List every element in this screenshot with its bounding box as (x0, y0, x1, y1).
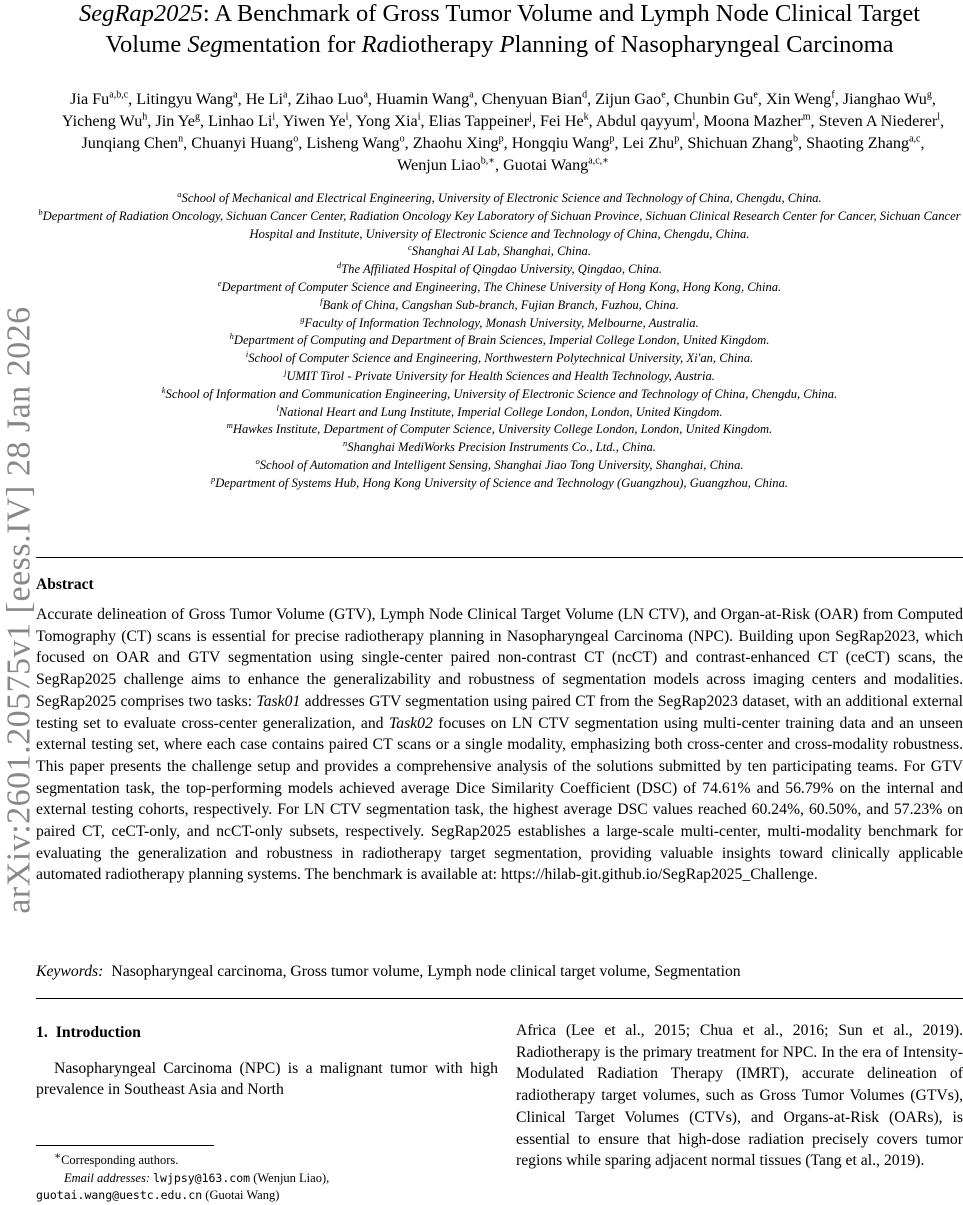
affiliation-mark: e (217, 277, 222, 288)
author (503, 156, 609, 174)
affiliation (36, 421, 963, 439)
email-link-liao[interactable]: lwjpsy@163.com (153, 1170, 251, 1185)
affiliation-text: School of Computer Science and Engineering, Northwestern Polytechnical University, Xi'an, China. (248, 351, 754, 366)
affiliation-text: Shanghai MediWorks Precision Instruments Co., Ltd., China. (347, 440, 656, 455)
author (623, 134, 680, 152)
keywords-label: Keywords: (36, 963, 104, 980)
affiliation-mark: m (226, 420, 233, 431)
author-name: Huamin Wang (375, 90, 470, 108)
author (595, 90, 666, 108)
author-affiliation-mark: k (583, 111, 589, 123)
section-number: 1. (36, 1024, 48, 1041)
author (482, 90, 587, 108)
title-acronym: SegRap2025 (79, 0, 203, 27)
affiliation (36, 261, 963, 279)
author-name: Yiwen Ye (282, 112, 346, 130)
email-owner: (Wenjun Liao), (253, 1170, 330, 1185)
author (283, 112, 349, 130)
author (376, 90, 474, 108)
author-affiliation-mark: a (469, 89, 474, 101)
author (843, 90, 932, 108)
affiliation-text: Department of Computing and Department of Brain Sciences, Imperial College London, United Kingdom. (233, 333, 770, 348)
author-affiliation-mark: a (233, 89, 238, 101)
affiliation (36, 332, 963, 350)
author-affiliation-mark: g (926, 89, 932, 101)
author-name: Zijun Gao (595, 90, 662, 108)
affiliation (36, 386, 963, 404)
affiliation-mark: i (245, 348, 249, 359)
author-name: Jia Fu (70, 90, 110, 108)
author-affiliation-mark: m (802, 111, 811, 123)
arxiv-id: arXiv:2601.20575v1 [eess.IV] 28 Jan 2026 (1, 306, 39, 914)
author-name: Zhaohu Xing (412, 134, 499, 152)
email-label: Email addresses: (64, 1170, 150, 1185)
author-affiliation-mark: a,b,c (109, 89, 129, 101)
author (429, 112, 532, 130)
author-affiliation-mark: b (793, 133, 799, 145)
author (208, 112, 275, 130)
affiliation-text: School of Information and Communication Engineering, University of Electronic Science and Technology of China, Chengdu, China. (165, 386, 838, 401)
author (806, 134, 920, 152)
author-affiliation-mark: p (498, 133, 504, 145)
title-part: mentation for (222, 31, 362, 58)
affiliation-text: Department of Computer Science and Engineering, The Chinese University of Hong Kong, Hong Kong, China. (221, 279, 782, 294)
author-affiliation-mark: g (194, 111, 200, 123)
author-name: He Li (245, 90, 283, 108)
affiliation (36, 475, 963, 493)
author-affiliation-mark: e (753, 89, 758, 101)
author-list: Jia Fu$^{a,b,c}$, Litingyu Wang$^a$, He Li$^a$, Zihao Luo$^a$, Huamin Wang$^a$, Chenyuan Bian$^d$, Zijun Gao$^e$, Chunbin Gu$^e$, Xin Weng$^f$, Jianghao Wu$^g$, Yicheng Wu$^h$, Jin Ye$^g$, Linhao Li$^i$, Yiwen Ye$^i$, Yong Xia$^i$, Elias Tappeiner$^j$, Fei He$^k$, Abdul qayyum$^l$, Moona Mazher$^m$, Steven A Niederer$^l$, Junqiang Chen$^n$, Chuanyi Huang$^o$, Lisheng Wang$^o$, Zhaohu Xing$^p$, Hongqiu Wang$^p$, Lei Zhu$^p$, Shichuan Zhang$^b$, Shaoting Zhang$^{a,c}$, Wenjun Liao$^{b,∗}$, Guotai Wang$^{a,c,∗}$ (61, 89, 945, 174)
author-affiliation-mark: p (609, 133, 615, 145)
author (766, 90, 835, 108)
footnote-star: ∗ (54, 1151, 62, 1162)
author-affiliation-mark: a,c,∗ (588, 155, 609, 167)
author-name: Xin Weng (765, 90, 832, 108)
affiliation (36, 243, 963, 261)
abstract-top-rule (36, 557, 963, 558)
title-part: Volume (105, 31, 188, 58)
title-line1: : A Benchmark of Gross Tumor Volume and Lymph Node Clinical Target (202, 0, 920, 27)
affiliation (36, 297, 963, 315)
author-affiliation-mark: a,c (909, 133, 921, 145)
author (674, 90, 758, 108)
section-title: Introduction (55, 1024, 141, 1041)
author (306, 134, 404, 152)
author-name: Jin Ye (155, 112, 195, 130)
affiliation (36, 208, 963, 244)
affiliation-list (36, 190, 963, 493)
author-name: Wenjun Liao (397, 156, 481, 174)
author (687, 134, 798, 152)
author-name: Zihao Luo (295, 90, 364, 108)
affiliation (36, 315, 963, 333)
affiliation (36, 190, 963, 208)
author (296, 90, 368, 108)
affiliation-mark: c (407, 242, 412, 253)
affiliation-text: UMIT Tirol - Private University for Health Sciences and Health Technology, Austria. (286, 368, 715, 383)
email-owner: (Guotai Wang) (205, 1188, 280, 1203)
footnote-emails-2 (36, 1187, 506, 1205)
affiliation-mark: a (177, 188, 182, 199)
affiliation (36, 457, 963, 475)
affiliation-mark: b (38, 206, 43, 217)
author (81, 134, 183, 152)
title-part: Seg (187, 31, 223, 58)
affiliation-mark: n (343, 437, 348, 448)
author-affiliation-mark: e (661, 89, 666, 101)
affiliation-mark: g (300, 313, 305, 324)
author-name: Litingyu Wang (136, 90, 234, 108)
author (356, 112, 421, 130)
author-name: Elias Tappeiner (428, 112, 530, 130)
author-name: Chunbin Gu (673, 90, 754, 108)
author-name: Yicheng Wu (61, 112, 143, 130)
author-name: Linhao Li (208, 112, 273, 130)
author-name: Jianghao Wu (842, 90, 927, 108)
affiliation-mark: d (336, 260, 342, 270)
author-affiliation-mark: j (529, 111, 532, 123)
author-name: Abdul qayyum (595, 112, 693, 130)
title-part: P (499, 31, 515, 58)
author (397, 156, 495, 174)
author-affiliation-mark: a (283, 89, 288, 101)
affiliation-text: School of Mechanical and Electrical Engineering, University of Electronic Science and Technology of China, Chengdu, China. (181, 191, 822, 205)
author (512, 134, 615, 152)
author-affiliation-mark: b,∗ (480, 155, 495, 167)
abstract-task02: Task02 (388, 714, 433, 732)
intro-paragraph-left: Nasopharyngeal Carcinoma (NPC) is a malignant tumor with high prevalence in Southeast Asia and North (36, 1059, 498, 1099)
section-heading-introduction (36, 1022, 498, 1044)
author-affiliation-mark: o (293, 133, 299, 145)
author (70, 90, 128, 108)
author-affiliation-mark: l (937, 111, 941, 123)
abstract-heading: Abstract (36, 576, 94, 593)
affiliation-text: Bank of China, Cangshan Sub-branch, Fujian Branch, Fuzhou, China. (322, 297, 679, 312)
affiliation (36, 368, 963, 386)
author-affiliation-mark: p (674, 133, 680, 145)
author (819, 112, 940, 130)
author-name: Yong Xia (355, 112, 418, 130)
author-name: Moona Mazher (703, 112, 803, 130)
footnotes (36, 1148, 506, 1205)
author (596, 112, 695, 130)
author (136, 90, 237, 108)
title-part: diotherapy (388, 31, 500, 58)
affiliation (36, 404, 963, 422)
affiliation-mark: j (284, 366, 287, 377)
abstract-part: focuses on LN CTV segmentation using multi-center training data and an unseen external testing set, where each case contains paired CT scans or a single modality, emphasizing both cross-center and cross-modality robustness. This paper presents the challenge setup and provides a comprehensive analysis of the solutions submitted by ten participating teams. For GTV segmentation task, the top-performing models achieved average Dice Similarity Coefficient (DSC) of 74.61% and 56.79% on the internal and external testing cohorts, respectively. For LN CTV segmentation task, the highest average DSC values reached 60.24%, 60.50%, and 57.23% on paired CT, ceCT-only, and ncCT-only subsets, respectively. SegRap2025 establishes a large-scale multi-center, multi-modality benchmark for evaluating the generalization and robustness in radiotherapy target segmentation, providing valuable insights toward clinically applicable automated radiotherapy planning systems. The benchmark is available at: https://hilab-git.github.io/SegRap2025_Challenge. (36, 714, 963, 884)
footnote-text: Corresponding authors. (61, 1153, 179, 1168)
author-affiliation-mark: i (417, 111, 421, 123)
author-name: Shichuan Zhang (687, 134, 794, 152)
author-affiliation-mark: l (692, 111, 696, 123)
author-name: Lisheng Wang (306, 134, 400, 152)
author-affiliation-mark: f (831, 89, 835, 101)
affiliation-mark: p (210, 473, 216, 484)
title-part: Ra (361, 31, 389, 58)
abstract-text (36, 604, 963, 886)
author (62, 112, 147, 130)
left-column (36, 1020, 498, 1101)
affiliation-text: School of Automation and Intelligent Sensing, Shanghai Jiao Tong University, Shanghai, China. (259, 457, 744, 472)
abstract-part: addresses GTV segmentation using paired CT from the SegRap2023 dataset, with an additional external testing set to evaluate cross-center generalization, and (36, 692, 963, 732)
affiliation-text: National Heart and Lung Institute, Imperial College London, London, United Kingdom. (278, 404, 723, 419)
affiliation-text: Faculty of Information Technology, Monash University, Melbourne, Australia. (304, 315, 699, 330)
keywords (36, 963, 963, 981)
affiliation-mark: l (276, 402, 279, 413)
author-name: Chenyuan Bian (481, 90, 583, 108)
affiliation-mark: o (255, 455, 260, 466)
affiliation-mark: k (161, 384, 166, 395)
author-name: Steven A Niederer (818, 112, 938, 130)
author-name: Chuanyi Huang (191, 134, 294, 152)
affiliation-text: The Affiliated Hospital of Qingdao University, Qingdao, China. (341, 262, 663, 277)
affiliation (36, 350, 963, 368)
affiliation-text: Shanghai AI Lab, Shanghai, China. (411, 244, 592, 259)
affiliation-text: Hawkes Institute, Department of Computer Science, University College London, London, United Kingdom. (232, 422, 773, 437)
paper-title (36, 0, 963, 60)
author (246, 90, 288, 108)
author-name: Lei Zhu (622, 134, 675, 152)
author-name: Hongqiu Wang (511, 134, 610, 152)
author-affiliation-mark: i (345, 111, 349, 123)
author-affiliation-mark: n (178, 133, 184, 145)
abstract-part: Accurate delineation of Gross Tumor Volume (GTV), Lymph Node Clinical Target Volume (LN CTV), and Organ-at-Risk (OAR) from Computed Tomography (CT) scans is essential for precise radiotherapy planning in Nasopharyngeal Carcinoma (NPC). Building upon SegRap2023, which focused on OAR and GTV segmentation using single-center paired non-contrast CT (ncCT) and contrast-enhanced CT (ceCT) scans, the SegRap2025 challenge aims to enhance the generalizability and robustness of segmentation models across imaging centers and modalities. SegRap2025 comprises two tasks: (36, 606, 963, 710)
affiliation-mark: h (229, 331, 234, 342)
author (413, 134, 504, 152)
author-name: Fei He (540, 112, 584, 130)
abstract-task01: Task01 (256, 692, 301, 710)
affiliation-text: Department of Systems Hub, Hong Kong University of Science and Technology (Guangzhou), Guangzhou, China. (215, 475, 789, 490)
author-name: Guotai Wang (503, 156, 589, 174)
footnote-corresponding (36, 1148, 506, 1170)
author (540, 112, 589, 130)
author-affiliation-mark: o (399, 133, 405, 145)
author-name: Junqiang Chen (81, 134, 179, 152)
author (191, 134, 298, 152)
affiliation-text: Department of Radiation Oncology, Sichuan Cancer Center, Radiation Oncology Key Laboratory of Sichuan Province, Sichuan Clinical Research Center for Cancer, Sichuan Cancer Hospital and Institute, University of Electronic Science and Technology of China, Chengdu, China. (42, 208, 961, 241)
affiliation-mark: f (320, 295, 323, 306)
footnote-emails (36, 1170, 506, 1188)
affiliation (36, 439, 963, 457)
abstract-bottom-rule (36, 998, 963, 999)
author-name: Shaoting Zhang (806, 134, 910, 152)
author-affiliation-mark: d (582, 89, 588, 101)
intro-paragraph-right: Africa (Lee et al., 2015; Chua et al., 2016; Sun et al., 2019). Radiotherapy is the primary treatment for NPC. In the era of Intensity-Modulated Radiation Therapy (IMRT), accurate delineation of radiotherapy target volumes, such as Gross Tumor Volumes (GTVs), Clinical Target Volumes (CTVs), and Organs-at-Risk (OARs), is essential to ensure that high-dose radiation precisely covers tumor regions while sparing adjacent normal tissues (Tang et al., 2019). (516, 1022, 963, 1170)
title-part: lanning of Nasopharyngeal Carcinoma (514, 31, 894, 58)
author (703, 112, 810, 130)
author-affiliation-mark: i (272, 111, 276, 123)
footnote-rule (36, 1145, 214, 1146)
author-affiliation-mark: h (142, 111, 148, 123)
keywords-text: Nasopharyngeal carcinoma, Gross tumor volume, Lymph node clinical target volume, Segmentation (111, 963, 741, 980)
author (155, 112, 200, 130)
affiliation (36, 279, 963, 297)
email-link-wang[interactable]: guotai.wang@uestc.edu.cn (36, 1188, 203, 1203)
author-affiliation-mark: a (363, 89, 368, 101)
